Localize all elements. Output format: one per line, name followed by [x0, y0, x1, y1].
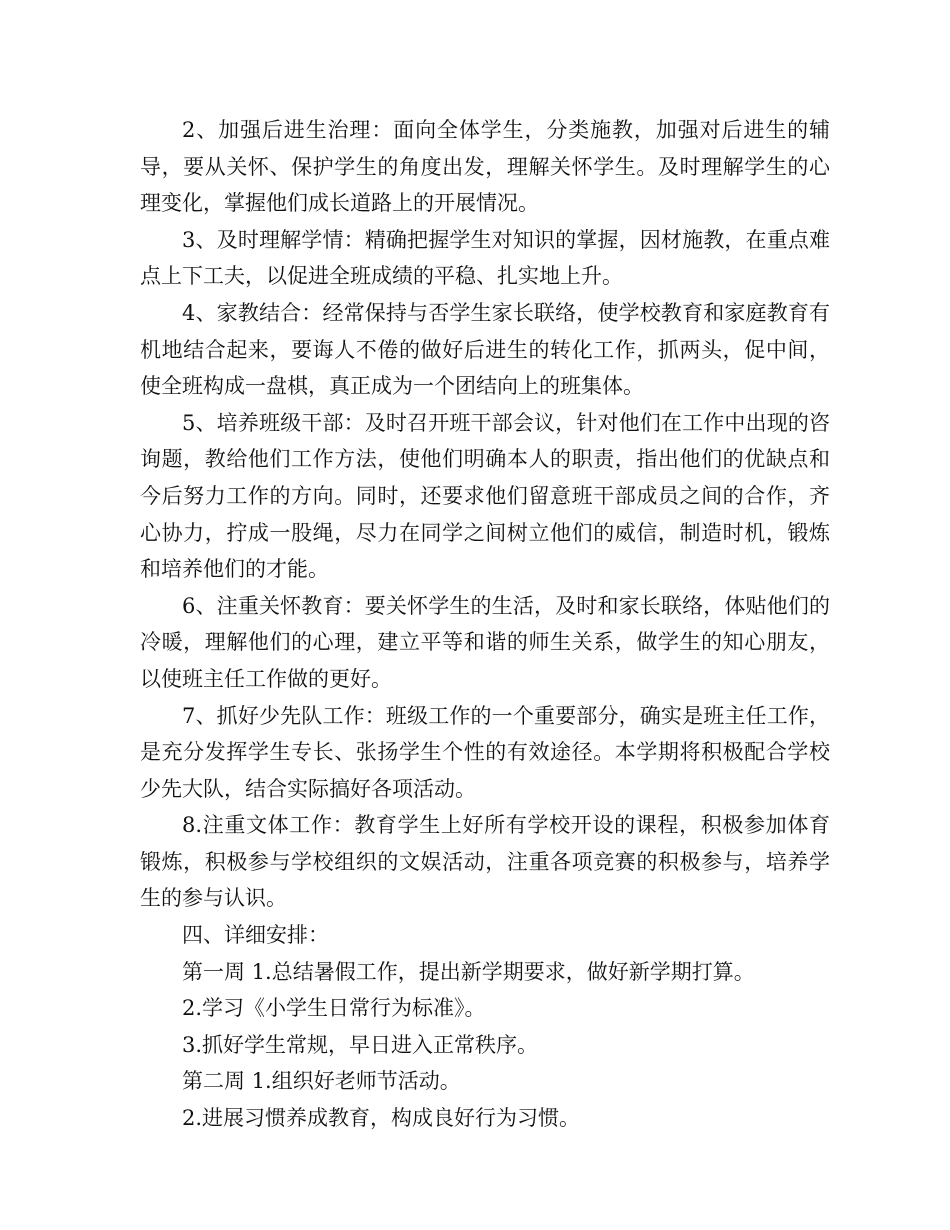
schedule-line: 2.进展习惯养成教育，构成良好行为习惯。	[182, 1106, 581, 1131]
paragraph-item-5: 5、培养班级干部：及时召开班干部会议，针对他们在工作中出现的咨询题，教给他们工作方法，使他们明确本人的职责，指出他们的优缺点和今后努力工作的方向。同时，还要求他们留意班干部成员之间的合作，齐心协力，拧成一股绳，尽力在同学之间树立他们的威信，制造时机，锻炼和培养他们的才能。	[140, 410, 830, 582]
paragraph-item-7: 7、抓好少先队工作：班级工作的一个重要部分，确实是班主任工作，是充分发挥学生专长、张扬学生个性的有效途径。本学期将积极配合学校少先大队，结合实际搞好各项活动。	[140, 703, 830, 801]
schedule-line: 3.抓好学生常规，早日进入正常秩序。	[182, 1032, 539, 1057]
paragraph-item-6: 6、注重关怀教育：要关怀学生的生活，及时和家长联络，体贴他们的冷暖，理解他们的心理，建立平等和谐的师生关系，做学生的知心朋友，以使班主任工作做的更好。	[140, 593, 830, 691]
paragraph-item-8: 8.注重文体工作：教育学生上好所有学校开设的课程，积极参加体育锻炼，积极参与学校组织的文娱活动，注重各项竞赛的积极参与，培养学生的参与认识。	[140, 813, 830, 911]
paragraph-item-2: 2、加强后进生治理：面向全体学生，分类施教，加强对后进生的辅导，要从关怀、保护学生的角度出发，理解关怀学生。及时理解学生的心理变化，掌握他们成长道路上的开展情况。	[140, 118, 830, 216]
paragraph-item-3: 3、及时理解学情：精确把握学生对知识的掌握，因材施教，在重点难点上下工夫，以促进全班成绩的平稳、扎实地上升。	[140, 227, 830, 289]
section-heading-schedule: 四、详细安排：	[182, 923, 329, 948]
schedule-line: 第二周 1.组织好老师节活动。	[182, 1069, 461, 1094]
document-body	[140, 112, 830, 1137]
paragraph-item-4: 4、家教结合：经常保持与否学生家长联络，使学校教育和家庭教育有机地结合起来，要诲人不倦的做好后进生的转化工作，抓两头，促中间，使全班构成一盘棋，真正成为一个团结向上的班集体。	[140, 300, 830, 399]
schedule-line: 2.学习《小学生日常行为标准》。	[182, 996, 486, 1021]
schedule-line: 第一周 1.总结暑假工作，提出新学期要求，做好新学期打算。	[182, 959, 755, 984]
